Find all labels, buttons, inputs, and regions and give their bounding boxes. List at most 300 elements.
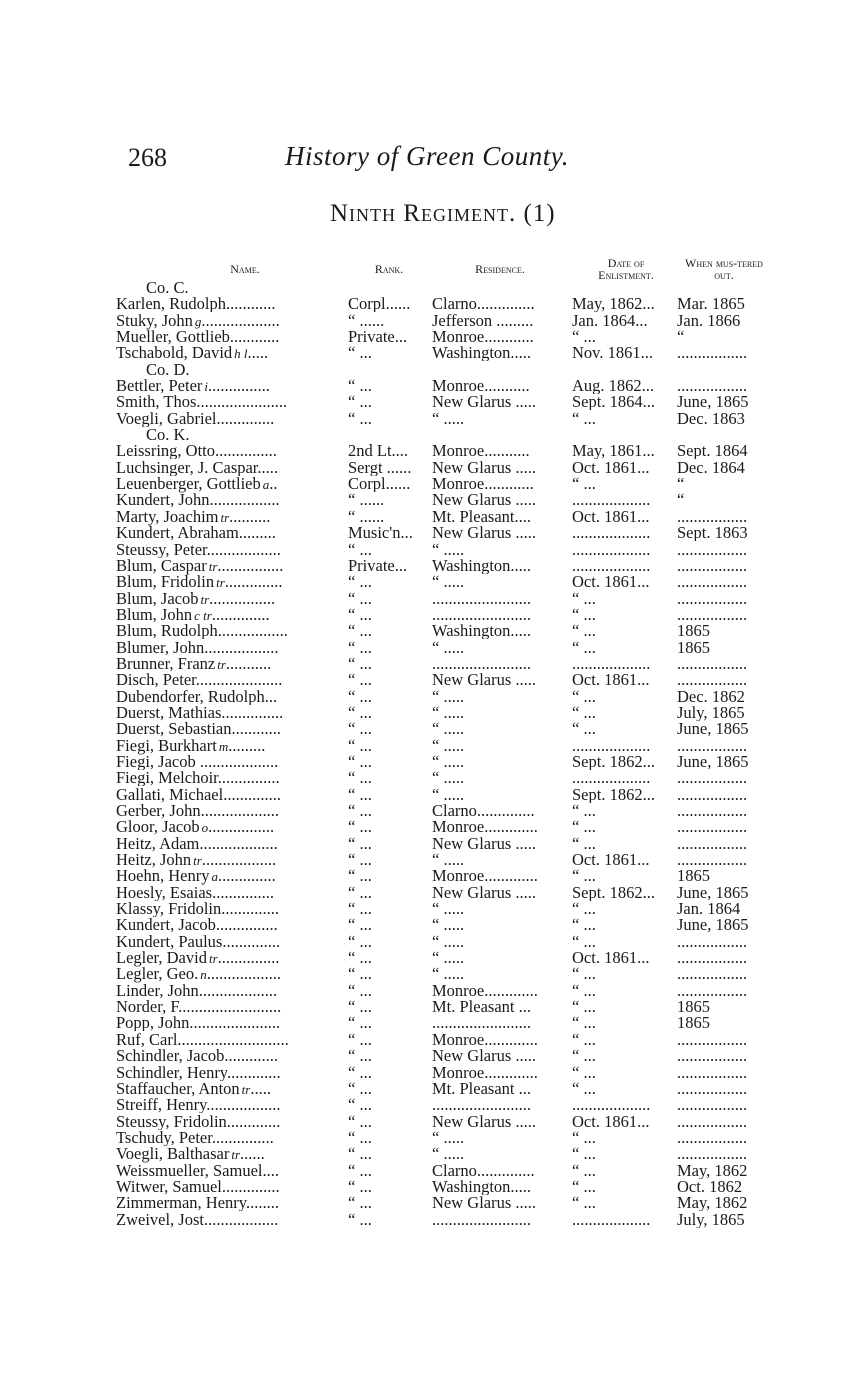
soldier-name <box>116 443 340 459</box>
table-row <box>0 852 865 868</box>
residence-cell: Clarno.............. <box>432 803 535 819</box>
residence-cell: ........................ <box>432 1015 531 1032</box>
leader-dots: ................ <box>217 557 284 575</box>
soldier-name <box>116 917 340 933</box>
rank-cell: “ ... <box>348 590 372 607</box>
residence-cell: “ ..... <box>432 770 465 787</box>
muster-out-cell: June, 1865 <box>677 721 749 738</box>
rank-cell: “ ... <box>348 606 372 623</box>
residence-cell: Monroe........... <box>432 443 530 460</box>
rank-cell: “ ... <box>348 721 372 738</box>
name-text: Schindler, Henry............. <box>116 1064 281 1081</box>
table-row <box>0 966 865 982</box>
table-row <box>0 885 865 901</box>
soldier-name <box>116 329 340 345</box>
muster-out-cell: “ <box>677 492 685 509</box>
muster-out-cell: ................. <box>677 557 748 574</box>
table-row <box>0 950 865 966</box>
muster-out-cell: ................. <box>677 933 748 950</box>
soldier-name <box>116 345 340 362</box>
table-row <box>0 1065 865 1081</box>
residence-cell: Jefferson ......... <box>432 312 534 329</box>
soldier-name <box>116 476 340 493</box>
muster-out-cell: ................. <box>677 835 748 852</box>
enlistment-date-cell: Oct. 1861... <box>572 459 650 476</box>
enlistment-date-cell: Sept. 1862... <box>572 884 655 901</box>
soldier-name <box>116 525 340 541</box>
residence-cell: ........................ <box>432 606 531 623</box>
soldier-name <box>116 836 340 852</box>
residence-cell: Washington..... <box>432 557 532 574</box>
name-text: Dubendorfer, Rudolph... <box>116 688 278 705</box>
column-header-rank: Rank. <box>374 262 404 276</box>
residence-cell: Mt. Pleasant.... <box>432 508 531 525</box>
soldier-name <box>116 1048 340 1064</box>
leader-dots: ................ <box>209 590 276 608</box>
muster-out-cell: Sept. 1864 <box>677 443 748 460</box>
enlistment-date-cell: “ ... <box>572 933 596 950</box>
table-row <box>0 607 865 623</box>
soldier-name <box>116 1097 340 1113</box>
rank-cell: Sergt ...... <box>348 459 412 476</box>
leader-dots: ................... <box>201 312 280 330</box>
annotation-mark: tr <box>193 853 202 869</box>
name-text: Leissring, Otto............... <box>116 443 277 460</box>
name-text: Karlen, Rudolph............ <box>116 296 276 313</box>
soldier-name <box>116 640 340 656</box>
rank-cell: “ ... <box>348 933 372 950</box>
residence-cell: Monroe............ <box>432 476 534 493</box>
company-label: Co. C. <box>146 280 189 296</box>
soldier-name <box>116 1179 340 1195</box>
running-title: History of Green County. <box>285 141 569 171</box>
muster-out-cell: May, 1862 <box>677 1162 748 1179</box>
muster-out-cell: ................. <box>677 574 748 591</box>
muster-out-cell: ................. <box>677 770 748 787</box>
muster-out-cell: Jan. 1866 <box>677 312 741 329</box>
muster-out-cell: ................. <box>677 803 748 819</box>
table-row <box>0 901 865 917</box>
rank-cell: “ ... <box>348 966 372 983</box>
enlistment-date-cell: “ ... <box>572 639 596 656</box>
table-row <box>0 411 865 427</box>
table-row <box>0 1114 865 1130</box>
enlistment-date-cell: ................... <box>572 770 651 787</box>
enlistment-date-cell: “ ... <box>572 1031 596 1048</box>
annotation-mark: tr <box>200 591 210 607</box>
table-row <box>0 689 865 705</box>
residence-cell: “ ..... <box>432 704 465 721</box>
annotation-mark: h l <box>234 346 248 362</box>
soldier-name <box>116 1015 340 1031</box>
name-text: Disch, Peter..................... <box>116 672 283 689</box>
name-text: Blumer, John.................. <box>116 639 279 656</box>
table-row <box>0 1032 865 1048</box>
enlistment-date-cell: ................... <box>572 655 651 672</box>
muster-out-cell: ................. <box>677 966 748 983</box>
rank-cell: “ ... <box>348 868 372 885</box>
enlistment-date-cell: “ ... <box>572 606 596 623</box>
enlistment-date-cell: ................... <box>572 1211 651 1228</box>
rank-cell: “ ... <box>348 852 372 869</box>
residence-cell: New Glarus ..... <box>432 525 537 542</box>
muster-out-cell: ................. <box>677 345 748 362</box>
enlistment-date-cell: Oct. 1861... <box>572 1113 650 1130</box>
name-text: Kundert, John................. <box>116 492 280 509</box>
table-row <box>0 345 865 361</box>
annotation-mark: o <box>201 820 209 836</box>
residence-cell: New Glarus ..... <box>432 1048 537 1065</box>
soldier-name <box>116 607 340 624</box>
name-text: Legler, David <box>116 950 207 968</box>
rank-cell: “ ... <box>348 1048 372 1065</box>
soldier-name <box>116 721 340 737</box>
rank-cell: “ ...... <box>348 312 385 329</box>
rank-cell: “ ...... <box>348 508 385 525</box>
rank-cell: “ ... <box>348 1015 372 1032</box>
rank-cell: “ ... <box>348 1097 372 1114</box>
muster-out-cell: ................. <box>677 541 748 558</box>
rank-cell: “ ... <box>348 1080 372 1097</box>
residence-cell: “ ..... <box>432 933 465 950</box>
annotation-mark: tr <box>208 951 218 967</box>
rank-cell: Corpl...... <box>348 296 411 313</box>
rank-cell: “ ... <box>348 1129 372 1146</box>
soldier-name <box>116 1163 340 1179</box>
enlistment-date-cell: ................... <box>572 1097 651 1114</box>
name-text: Voegli, Balthasar <box>116 1146 230 1164</box>
enlistment-date-cell: “ ... <box>572 704 596 721</box>
name-text: Witwer, Samuel.............. <box>116 1178 280 1195</box>
soldier-name <box>116 819 340 836</box>
rank-cell: Corpl...... <box>348 476 411 493</box>
residence-cell: “ ..... <box>432 737 465 754</box>
rank-cell: “ ... <box>348 394 372 411</box>
soldier-name <box>116 885 340 901</box>
residence-cell: Monroe........... <box>432 378 530 395</box>
residence-cell: ........................ <box>432 1211 531 1228</box>
muster-out-cell: 1865 <box>677 868 710 885</box>
table-row <box>0 738 865 754</box>
rank-cell: Private... <box>348 329 408 346</box>
name-text: Zimmerman, Henry........ <box>116 1195 279 1212</box>
name-text: Duerst, Sebastian............ <box>116 721 281 738</box>
name-text: Weissmueller, Samuel.... <box>116 1162 279 1179</box>
enlistment-date-cell: “ ... <box>572 623 596 640</box>
name-text: Voegli, Gabriel.............. <box>116 410 275 427</box>
muster-out-cell: ................. <box>677 1048 748 1065</box>
residence-cell: “ ..... <box>432 1129 465 1146</box>
company-heading <box>0 362 865 378</box>
residence-cell: “ ..... <box>432 410 465 427</box>
rank-cell: “ ... <box>348 835 372 852</box>
rank-cell: “ ... <box>348 1031 372 1048</box>
soldier-name <box>116 591 340 608</box>
soldier-name <box>116 1146 340 1163</box>
soldier-name <box>116 770 340 786</box>
rank-cell: “ ... <box>348 541 372 558</box>
residence-cell: Monroe............. <box>432 819 538 836</box>
enlistment-date-cell: “ ... <box>572 1015 596 1032</box>
rank-cell: 2nd Lt.... <box>348 443 409 460</box>
table-row <box>0 999 865 1015</box>
table-row <box>0 378 865 394</box>
column-header-mustered: When mus-tered out. <box>685 256 763 282</box>
name-text: Legler, Geo. <box>116 966 199 984</box>
soldier-name <box>116 689 340 705</box>
enlistment-date-cell: “ ... <box>572 1162 596 1179</box>
residence-cell: ........................ <box>432 590 531 607</box>
residence-cell: Mt. Pleasant ... <box>432 999 531 1016</box>
muster-out-cell: ................. <box>677 1129 748 1146</box>
enlistment-date-cell: May, 1861... <box>572 443 655 460</box>
name-text: Norder, F......................... <box>116 999 282 1016</box>
rank-cell: “ ... <box>348 737 372 754</box>
table-row <box>0 917 865 933</box>
rank-cell: “ ... <box>348 917 372 934</box>
annotation-mark: i <box>204 379 209 395</box>
rank-cell: “ ... <box>348 1113 372 1130</box>
enlistment-date-cell: “ ... <box>572 835 596 852</box>
page-number: 268 <box>128 143 167 172</box>
column-header-enlisted: Date of Enlistment. <box>598 256 654 282</box>
name-text: Smith, Thos...................... <box>116 394 288 411</box>
table-row <box>0 1015 865 1031</box>
residence-cell: Clarno.............. <box>432 296 535 313</box>
muster-out-cell: July, 1865 <box>677 1211 745 1228</box>
enlistment-date-cell: Oct. 1861... <box>572 508 650 525</box>
rank-cell: “ ... <box>348 672 372 689</box>
annotation-mark: a <box>211 869 218 885</box>
residence-cell: New Glarus ..... <box>432 672 537 689</box>
table-row <box>0 640 865 656</box>
table-row <box>0 525 865 541</box>
table-row <box>0 1097 865 1113</box>
name-text: Staffaucher, Anton <box>116 1080 240 1098</box>
table-row <box>0 574 865 590</box>
residence-cell: “ ..... <box>432 753 465 770</box>
rank-cell: “ ... <box>348 623 372 640</box>
enlistment-date-cell: “ ... <box>572 1048 596 1065</box>
rank-cell: “ ... <box>348 901 372 918</box>
rank-cell: “ ... <box>348 574 372 591</box>
name-text: Gloor, Jacob <box>116 819 200 837</box>
soldier-name <box>116 460 340 476</box>
enlistment-date-cell: Jan. 1864... <box>572 312 648 329</box>
name-text: Mueller, Gottlieb............ <box>116 329 280 346</box>
muster-out-cell: Sept. 1863 <box>677 525 748 542</box>
residence-cell: Monroe............. <box>432 868 538 885</box>
enlistment-date-cell: ................... <box>572 525 651 542</box>
muster-out-cell: 1865 <box>677 1015 710 1032</box>
residence-cell: New Glarus ..... <box>432 1195 537 1212</box>
rank-cell: “ ... <box>348 345 372 362</box>
residence-cell: “ ..... <box>432 852 465 869</box>
company-label: Co. D. <box>146 361 190 378</box>
soldier-name <box>116 966 340 983</box>
table-row <box>0 1163 865 1179</box>
leader-dots: .............. <box>211 606 270 624</box>
enlistment-date-cell: “ ... <box>572 1178 596 1195</box>
soldier-name <box>116 803 340 819</box>
muster-out-cell: 1865 <box>677 623 710 640</box>
residence-cell: “ ..... <box>432 721 465 738</box>
rank-cell: “ ... <box>348 884 372 901</box>
table-row <box>0 313 865 329</box>
annotation-mark: tr <box>216 575 225 591</box>
leader-dots: ..... <box>247 345 269 363</box>
residence-cell: Monroe............. <box>432 982 538 999</box>
name-text: Schindler, Jacob............. <box>116 1048 279 1065</box>
muster-out-cell: ................. <box>677 982 748 999</box>
enlistment-date-cell: “ ... <box>572 329 596 346</box>
muster-out-cell: ................. <box>677 1064 748 1081</box>
leader-dots: ..... <box>250 1080 271 1098</box>
muster-out-cell: June, 1865 <box>677 917 749 934</box>
rank-cell: “ ... <box>348 770 372 787</box>
name-text: Brunner, Franz <box>116 655 216 673</box>
table-row <box>0 1048 865 1064</box>
name-text: Luchsinger, J. Caspar..... <box>116 459 279 476</box>
table-row <box>0 983 865 999</box>
soldier-name <box>116 901 340 917</box>
soldier-name <box>116 1081 340 1098</box>
leader-dots: .. <box>269 476 278 494</box>
company-heading <box>0 427 865 443</box>
residence-cell: New Glarus ..... <box>432 835 537 852</box>
table-row <box>0 443 865 459</box>
soldier-name <box>116 574 340 591</box>
annotation-mark: c tr <box>194 607 212 623</box>
name-text: Hoehn, Henry <box>116 868 210 886</box>
residence-cell: Monroe............ <box>432 329 534 346</box>
muster-out-cell: 1865 <box>677 639 710 656</box>
leader-dots: ................ <box>208 819 275 837</box>
name-text: Linder, John................... <box>116 982 278 999</box>
soldier-name <box>116 394 340 410</box>
muster-out-cell: Mar. 1865 <box>677 296 745 313</box>
muster-out-cell: ................. <box>677 655 748 672</box>
name-text: Zweivel, Jost.................. <box>116 1211 279 1228</box>
soldier-name <box>116 378 340 395</box>
soldier-name <box>116 754 340 770</box>
residence-cell: ........................ <box>432 1097 531 1114</box>
company-label: Co. K. <box>146 427 190 444</box>
leader-dots: .......... <box>229 508 271 526</box>
soldier-name <box>116 787 340 803</box>
enlistment-date-cell: Oct. 1861... <box>572 852 650 869</box>
table-row <box>0 1146 865 1162</box>
leader-dots: ............... <box>217 950 280 968</box>
rank-cell: “ ... <box>348 410 372 427</box>
residence-cell: ........................ <box>432 655 531 672</box>
name-text: Blum, Caspar <box>116 557 207 575</box>
soldier-name <box>116 296 340 312</box>
muster-out-cell: Jan. 1864 <box>677 901 741 918</box>
residence-cell: “ ..... <box>432 786 465 803</box>
rank-cell: “ ... <box>348 1211 372 1228</box>
residence-cell: New Glarus ..... <box>432 492 537 509</box>
rank-cell: “ ... <box>348 1064 372 1081</box>
table-row <box>0 329 865 345</box>
enlistment-date-cell: “ ... <box>572 590 596 607</box>
enlistment-date-cell: “ ... <box>572 1129 596 1146</box>
enlistment-date-cell: Nov. 1861... <box>572 345 653 362</box>
residence-cell: Mt. Pleasant ... <box>432 1080 531 1097</box>
name-text: Fiegi, Jacob ................... <box>116 753 279 770</box>
enlistment-date-cell: Sept. 1862... <box>572 753 655 770</box>
soldier-name <box>116 950 340 967</box>
soldier-name <box>116 868 340 885</box>
table-row <box>0 1179 865 1195</box>
table-row <box>0 394 865 410</box>
muster-out-cell: June, 1865 <box>677 884 749 901</box>
residence-cell: New Glarus ..... <box>432 1113 537 1130</box>
muster-out-cell: ................. <box>677 1146 748 1163</box>
rank-cell: “ ... <box>348 786 372 803</box>
muster-out-cell: ................. <box>677 1031 748 1048</box>
soldier-name <box>116 705 340 721</box>
enlistment-date-cell: “ ... <box>572 1064 596 1081</box>
muster-out-cell: ................. <box>677 1113 748 1130</box>
enlistment-date-cell: “ ... <box>572 966 596 983</box>
muster-out-cell: July, 1865 <box>677 704 745 721</box>
muster-out-cell: ................. <box>677 786 748 803</box>
name-text: Gerber, John................... <box>116 803 279 819</box>
soldier-name <box>116 934 340 950</box>
annotation-mark: g <box>194 313 202 329</box>
table-row <box>0 656 865 672</box>
muster-out-cell: ................. <box>677 606 748 623</box>
table-row <box>0 558 865 574</box>
soldier-name <box>116 1195 340 1211</box>
leader-dots: .................. <box>206 966 282 984</box>
name-text: Ruf, Carl........................... <box>116 1031 289 1048</box>
table-row <box>0 1081 865 1097</box>
rank-cell: “ ... <box>348 655 372 672</box>
name-text: Gallati, Michael.............. <box>116 786 281 803</box>
residence-cell: “ ..... <box>432 541 465 558</box>
name-text: Blum, Fridolin <box>116 574 215 592</box>
table-row <box>0 460 865 476</box>
enlistment-date-cell: “ ... <box>572 688 596 705</box>
name-text: Kundert, Paulus.............. <box>116 933 281 950</box>
muster-out-cell: ................. <box>677 590 748 607</box>
enlistment-date-cell: “ ... <box>572 868 596 885</box>
name-text: Leuenberger, Gottlieb <box>116 476 261 494</box>
name-text: Heitz, John <box>116 852 192 870</box>
soldier-name <box>116 1032 340 1048</box>
enlistment-date-cell: “ ... <box>572 999 596 1016</box>
name-text: Heitz, Adam................... <box>116 835 278 852</box>
table-row <box>0 803 865 819</box>
soldier-name <box>116 411 340 427</box>
name-text: Bettler, Peter <box>116 378 203 396</box>
enlistment-date-cell: Oct. 1861... <box>572 950 650 967</box>
name-text: Tschabold, David <box>116 345 233 363</box>
enlistment-date-cell: ................... <box>572 492 651 509</box>
leader-dots: .............. <box>224 574 283 592</box>
annotation-mark: tr <box>231 1147 241 1163</box>
name-text: Stuky, John <box>116 312 193 330</box>
residence-cell: “ ..... <box>432 950 465 967</box>
rank-cell: “ ... <box>348 378 372 395</box>
enlistment-date-cell: “ ... <box>572 476 596 493</box>
enlistment-date-cell: “ ... <box>572 1146 596 1163</box>
residence-cell: New Glarus ..... <box>432 459 537 476</box>
muster-out-cell: June, 1865 <box>677 394 749 411</box>
residence-cell: New Glarus ..... <box>432 884 537 901</box>
